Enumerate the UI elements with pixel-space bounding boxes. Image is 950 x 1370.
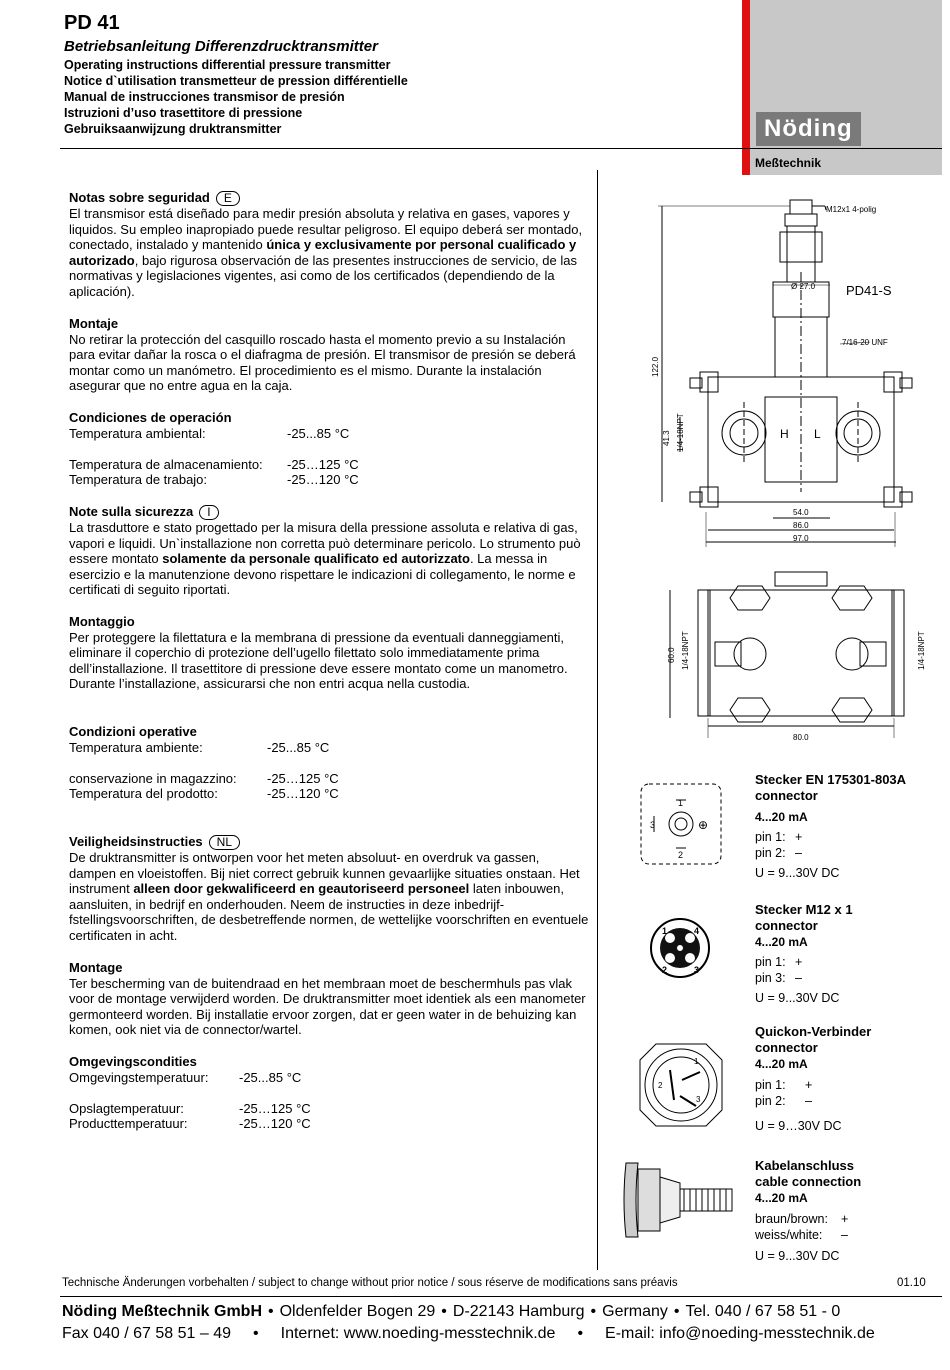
- connector-current: 4...20 mA: [755, 1191, 808, 1205]
- low-side-label: L: [814, 427, 821, 441]
- nl-mount-section: [69, 960, 589, 1038]
- condition-row: conservazione in magazzino: -25…125 °C: [69, 770, 339, 786]
- pin-2-label: 2: [658, 1081, 663, 1090]
- din-connector-figure: [636, 778, 726, 868]
- telephone: Tel. 040 / 67 58 51 - 0: [685, 1303, 841, 1320]
- pin-4-label: 4: [694, 926, 700, 936]
- document-title: PD 41: [64, 12, 120, 34]
- connector-title: Stecker EN 175301-803A: [755, 772, 907, 787]
- it-mount-heading: Montaggio: [69, 614, 135, 629]
- connector-current: 4...20 mA: [755, 935, 808, 949]
- connector-m12-info: [755, 902, 853, 1007]
- ground-pin-label: ⊕: [698, 818, 709, 832]
- connector-title: Kabelanschluss: [755, 1158, 854, 1173]
- nl-conditions-heading: Omgevingscondities: [69, 1054, 197, 1069]
- condition-row: Producttemperatuur: -25…120 °C: [69, 1116, 311, 1132]
- connector-title: Quickon-Verbinder: [755, 1024, 872, 1039]
- quickon-connector-figure: [636, 1040, 726, 1130]
- pin-row: pin 1: +: [755, 955, 803, 969]
- nl-mount-text: Ter bescherming van de buitendraad en het membraan moet de beschermhuls pas vlak voor de montage verwijderd worden. De druktransmitter moet identiek als een manometer germonteerd worden. Bij installatie ervoor zorgen, dat er geen water in de behuizing kan komen, ook niet via de connector/wartel.: [69, 975, 586, 1038]
- nl-safety-text: De druktransmitter is ontworpen voor het meten absoluut- en overdruk va gassen, dampen en vloeistoffen. Bij niet correct gebruik kunnen gevaarlijke situaties onstaan. Het instrument alleen door gekwalificeerd en geautoriseerd personeel laten inbouwen, aansluiten, in bedrijf en onderhouden. Neem de instructies in deze inbedrijf-fstellingsvoorschriften, de desbetreffende normen, de wettelijke voorschriften en eventuele certificaten in acht.: [69, 850, 589, 943]
- website-link[interactable]: Internet: www.noeding-messtechnik.de: [280, 1325, 556, 1342]
- condition-row: Temperatura de trabajo: -25…120 °C: [69, 472, 359, 488]
- nl-mount-heading: Montage: [69, 960, 123, 975]
- condition-row: Omgevingstemperatuur: -25...85 °C: [69, 1069, 302, 1085]
- connector-spec-label: M12x1 4-polig: [826, 205, 877, 214]
- pin-row: pin 1: +: [755, 1078, 813, 1092]
- title-line-es: Manual de instrucciones transmisor de presión: [64, 90, 345, 104]
- pin-row: pin 1: +: [755, 830, 803, 844]
- pin-3-label: 3: [696, 1095, 701, 1104]
- document-subtitle: Betriebsanleitung Differenzdrucktransmitter: [64, 38, 378, 55]
- es-conditions-heading: Condiciones de operación: [69, 410, 232, 425]
- pin-row: pin 2: –: [755, 1093, 812, 1108]
- cable-gland-figure: [620, 1155, 735, 1245]
- side-view-drawing: [640, 568, 945, 748]
- pin-1-label: 1: [678, 798, 684, 808]
- width-86-label: 86.0: [793, 521, 809, 530]
- width-97-label: 97.0: [793, 534, 809, 543]
- revision-date: 01.10: [897, 1277, 926, 1289]
- it-safety-section: [69, 504, 589, 598]
- connector-plug: [790, 200, 812, 214]
- city: D-22143 Hamburg: [452, 1303, 585, 1320]
- connector-current: 4...20 mA: [755, 810, 808, 824]
- es-conditions-section: [69, 410, 589, 488]
- it-safety-text: La trasduttore e stato progettado per la misura della pressione assoluta e relativa di gas, vapori e liquidi. Un`installazione non corretta può determinare pericolo. Lo strumento può essere montato solamente da personale qualificato ed autorizzato. La messa in esercizio e la manutenzione devono rispettare le indicazioni di collegamento, le norme e certificati di seguito riportati.: [69, 520, 581, 598]
- height-41-label: 41.3: [662, 430, 671, 446]
- pin-row: braun/brown: +: [755, 1212, 849, 1226]
- title-line-en: Operating instructions differential pressure transmitter: [64, 58, 391, 72]
- connector-subtitle: connector: [755, 918, 818, 933]
- connector-din-info: [755, 772, 906, 882]
- language-badge: I: [199, 505, 218, 520]
- width-80-label: 80.0: [793, 733, 809, 742]
- country: Germany: [602, 1303, 668, 1320]
- nl-safety-section: [69, 834, 589, 944]
- side-flange-block: [708, 590, 894, 716]
- connector-quickon-info: [755, 1024, 871, 1135]
- pin-row: pin 3: –: [755, 970, 802, 985]
- pin-row: weiss/white: –: [755, 1227, 848, 1242]
- street: Oldenfelder Bogen 29: [279, 1303, 436, 1320]
- pin-1-label: 1: [662, 926, 668, 936]
- npt-thread-label: 1/4-18NPT: [676, 413, 685, 452]
- title-line-fr: Notice d`utilisation transmetteur de pression différentielle: [64, 74, 408, 88]
- height-122-label: 122.0: [651, 356, 660, 377]
- es-mount-text: No retirar la protección del casquillo roscado hasta el momento previo a su Instalación para evitar dañar la rosca o el diafragma de presión. El transmisor de presión se deberá montar como un manómetro. El procedimiento es el mismo. Durante la instalación asegurar que no entre agua en la caja.: [69, 331, 576, 394]
- nl-safety-heading: Veiligheidsinstructies NL: [69, 834, 589, 850]
- condition-row: Temperatura ambiental: -25...85 °C: [69, 425, 350, 441]
- unf-thread-label: 7/16-20 UNF: [842, 338, 888, 347]
- email-link[interactable]: E-mail: info@noeding-messtechnik.de: [605, 1325, 875, 1342]
- es-mount-heading: Montaje: [69, 316, 119, 331]
- fax: Fax 040 / 67 58 51 – 49: [62, 1325, 232, 1342]
- pin-3-label: 3: [650, 820, 656, 830]
- footer-address-line: Nöding Meßtechnik GmbH • Oldenfelder Bogen 29 • D-22143 Hamburg • Germany • Tel. 040 / 67 58 51 - 0: [62, 1303, 841, 1320]
- connector-voltage: U = 9...30V DC: [755, 866, 840, 880]
- width-54-label: 54.0: [793, 508, 809, 517]
- model-label: PD41-S: [846, 283, 892, 298]
- connector-cable-info: [755, 1158, 861, 1265]
- title-line-it: Istruzioni d’uso trasettitore di pressione: [64, 106, 303, 120]
- m12-connector-figure: [648, 916, 712, 980]
- connector-voltage: U = 9…30V DC: [755, 1119, 842, 1133]
- npt-left-label: 1/4-18NPT: [681, 631, 690, 670]
- condition-row: Opslagtemperatuur: -25…125 °C: [69, 1100, 311, 1116]
- connector-title: Stecker M12 x 1: [755, 902, 853, 917]
- npt-right-label: 1/4-18NPT: [917, 631, 926, 670]
- company-name: Nöding Meßtechnik GmbH: [62, 1303, 262, 1320]
- it-safety-heading: Note sulla sicurezza I: [69, 504, 589, 520]
- it-conditions-heading: Condizioni operative: [69, 724, 197, 739]
- header-rule: [60, 148, 942, 149]
- pin-2-label: 2: [662, 965, 668, 975]
- connector-current: 4...20 mA: [755, 1057, 808, 1071]
- pin-2-label: 2: [678, 850, 684, 860]
- language-badge: E: [216, 191, 240, 206]
- it-mount-text: Per proteggere la filettatura e la membrana di pressione da eventuali danneggiamenti, eliminare il coperchio di protezione dell’ugello filettato solo immediatamente prima dell’installazione. Il trasettitore di pressione deve essere montato come un manometro. Durante l’installazione, assicurarsi che non entri acqua nella custodia.: [69, 629, 568, 692]
- it-conditions-section: [69, 724, 589, 802]
- pin-3-label: 3: [694, 965, 700, 975]
- diameter-label: Ø 27.0: [791, 282, 816, 291]
- language-badge: NL: [209, 835, 240, 850]
- condition-row: Temperatura del prodotto: -25…120 °C: [69, 786, 339, 802]
- nl-conditions-section: [69, 1054, 589, 1132]
- pin-1-label: 1: [694, 1057, 699, 1066]
- footer-contact-line: Fax 040 / 67 58 51 – 49 • Internet: www.noeding-messtechnik.de • E-mail: info@noeding-messtechnik.de: [62, 1325, 875, 1342]
- connector-subtitle: connector: [755, 1040, 818, 1055]
- connector-voltage: U = 9...30V DC: [755, 991, 840, 1005]
- footer-rule: [60, 1296, 942, 1297]
- condition-row: Temperatura ambiente: -25...85 °C: [69, 739, 330, 755]
- change-notice: Technische Änderungen vorbehalten / subject to change without prior notice / sous réserve de modifications sans préavis: [62, 1277, 678, 1289]
- column-divider: [597, 170, 598, 1270]
- es-safety-section: [69, 190, 589, 300]
- es-mount-section: [69, 316, 589, 394]
- es-safety-heading: Notas sobre seguridad E: [69, 190, 589, 206]
- pin-row: pin 2: –: [755, 845, 802, 860]
- condition-row: Temperatura de almacenamiento: -25…125 °C: [69, 456, 359, 472]
- logo-subtitle: Meßtechnik: [755, 156, 822, 170]
- connector-subtitle: connector: [755, 788, 818, 803]
- connector-voltage: U = 9...30V DC: [755, 1249, 840, 1263]
- title-line-nl: Gebruiksaanwijzung druktransmitter: [64, 122, 282, 136]
- es-safety-text: El transmisor está diseñado para medir presión absoluta y relativa en gases, vapores y liquidos. Su empleo inapropiado puede resultar peligroso. El equipo deberá ser montado, conectado, instalado y mantenido única y exclusivamente por personal cualificado y autorizado, bajo rigurosa observación de las presentes instrucciones de servicio, de las normativas y legislaciones vigentes, asi como de los certificados (dependiendo de la aplicación).: [69, 206, 583, 299]
- high-side-label: H: [780, 427, 789, 441]
- height-60-label: 60.0: [667, 647, 676, 663]
- company-logo: Nöding: [756, 112, 861, 146]
- front-view-drawing: [640, 192, 945, 552]
- it-mount-section: [69, 614, 589, 692]
- connector-subtitle: cable connection: [755, 1174, 862, 1189]
